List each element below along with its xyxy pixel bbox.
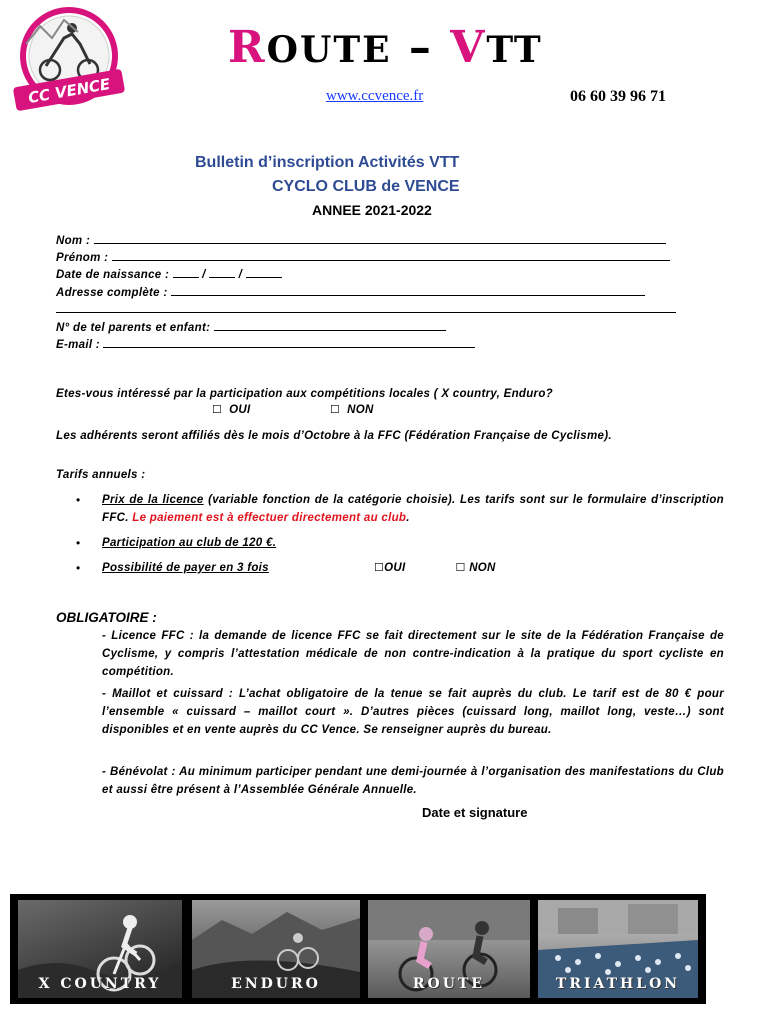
prenom-label: Prénom : (56, 252, 109, 264)
address-field[interactable] (56, 285, 645, 299)
benevolat-text: - Bénévolat : Au minimum participer pendant une demi-journée à l’organisation des manifestations du Club et aussi être présent à l’Assemblée Générale Annuelle. (102, 766, 724, 796)
checkbox-icon[interactable]: ☐ (455, 562, 466, 574)
page-title: ROUTE – VTT (228, 22, 543, 73)
licence-ffc-text: - Licence FFC : la demande de licence FFC se fait directement sur le site de la Fédération Française de Cyclisme, y compris l’attestation médicale de non contre-indication à la pratique du sport cycliste en compétition. (102, 630, 724, 678)
address-line-2[interactable] (56, 302, 676, 316)
season-year: ANNEE 2021-2022 (312, 202, 432, 218)
maillot-text: - Maillot et cuissard : L’achat obligatoire de la tenue se fait auprès du club. Le tarif est de 80 € pour l’ensemble « cuissard – maillot court ». D’autres pièces (cuissard long, maillot long, veste…) sont disponibles et en vente auprès du CC Vence. Se renseigner auprès du bureau. (102, 688, 724, 736)
photo-triathlon (538, 900, 698, 998)
bullet-icon: • (76, 561, 81, 575)
photo-xcountry (18, 900, 182, 998)
nom-field[interactable] (56, 233, 666, 247)
birthdate-label: Date de naissance : (56, 269, 170, 281)
phone-number: 06 60 39 96 71 (570, 88, 666, 105)
date-signature-label: Date et signature (422, 805, 528, 820)
email-field[interactable] (56, 337, 475, 351)
competition-oui-option[interactable]: ☐ OUI (212, 404, 251, 416)
licence-price-item: Prix de la licence (variable fonction de la catégorie choisie). Les tarifs sont sur le formulaire d’inscription FFC. Le paiement est à effectuer directement au club. (102, 494, 724, 524)
club-name: CYCLO CLUB de VENCE (272, 178, 460, 195)
website-link[interactable]: www.ccvence.fr (326, 88, 424, 104)
competition-question: Etes-vous intéressé par la participation aux compétitions locales ( X country, Enduro? (56, 388, 553, 400)
payment-installments-item: Possibilité de payer en 3 fois ☐OUI ☐ NON (102, 562, 496, 574)
installments-non-option[interactable]: NON (469, 562, 496, 574)
obligatoire-heading: OBLIGATOIRE : (56, 610, 157, 625)
nom-label: Nom : (56, 235, 91, 247)
activities-photo-banner (10, 894, 706, 1004)
photo-route (368, 900, 530, 998)
checkbox-icon[interactable]: ☐ (330, 404, 341, 416)
birthdate-field[interactable]: Date de naissance : / / (56, 267, 282, 281)
tarifs-heading: Tarifs annuels : (56, 469, 146, 481)
phone-label: N° de tel parents et enfant: (56, 322, 211, 334)
participation-item: Participation au club de 120 €. (102, 537, 277, 549)
checkbox-icon[interactable]: ☐ (212, 404, 223, 416)
photo-label: X COUNTRY (38, 976, 162, 992)
email-label: E-mail : (56, 339, 100, 351)
checkbox-icon[interactable]: ☐ (374, 562, 385, 574)
competition-non-option[interactable]: ☐ NON (330, 404, 374, 416)
svg-text:CC VENCE: CC VENCE (26, 74, 112, 108)
bullet-icon: • (76, 493, 81, 507)
club-logo (6, 4, 132, 122)
address-label: Adresse complète : (56, 287, 168, 299)
phone-field[interactable] (56, 320, 446, 334)
photo-label: ENDURO (231, 976, 321, 992)
form-title: Bulletin d’inscription Activités VTT (195, 154, 460, 171)
affiliation-text: Les adhérents seront affiliés dès le mois d’Octobre à la FFC (Fédération Française de Cyclisme). (56, 430, 612, 442)
photo-label: ROUTE (412, 976, 486, 992)
photo-enduro (192, 900, 360, 998)
prenom-field[interactable] (56, 250, 670, 264)
installments-oui-option[interactable]: OUI (384, 562, 406, 574)
bullet-icon: • (76, 536, 81, 550)
photo-label: TRIATHLON (555, 976, 681, 992)
